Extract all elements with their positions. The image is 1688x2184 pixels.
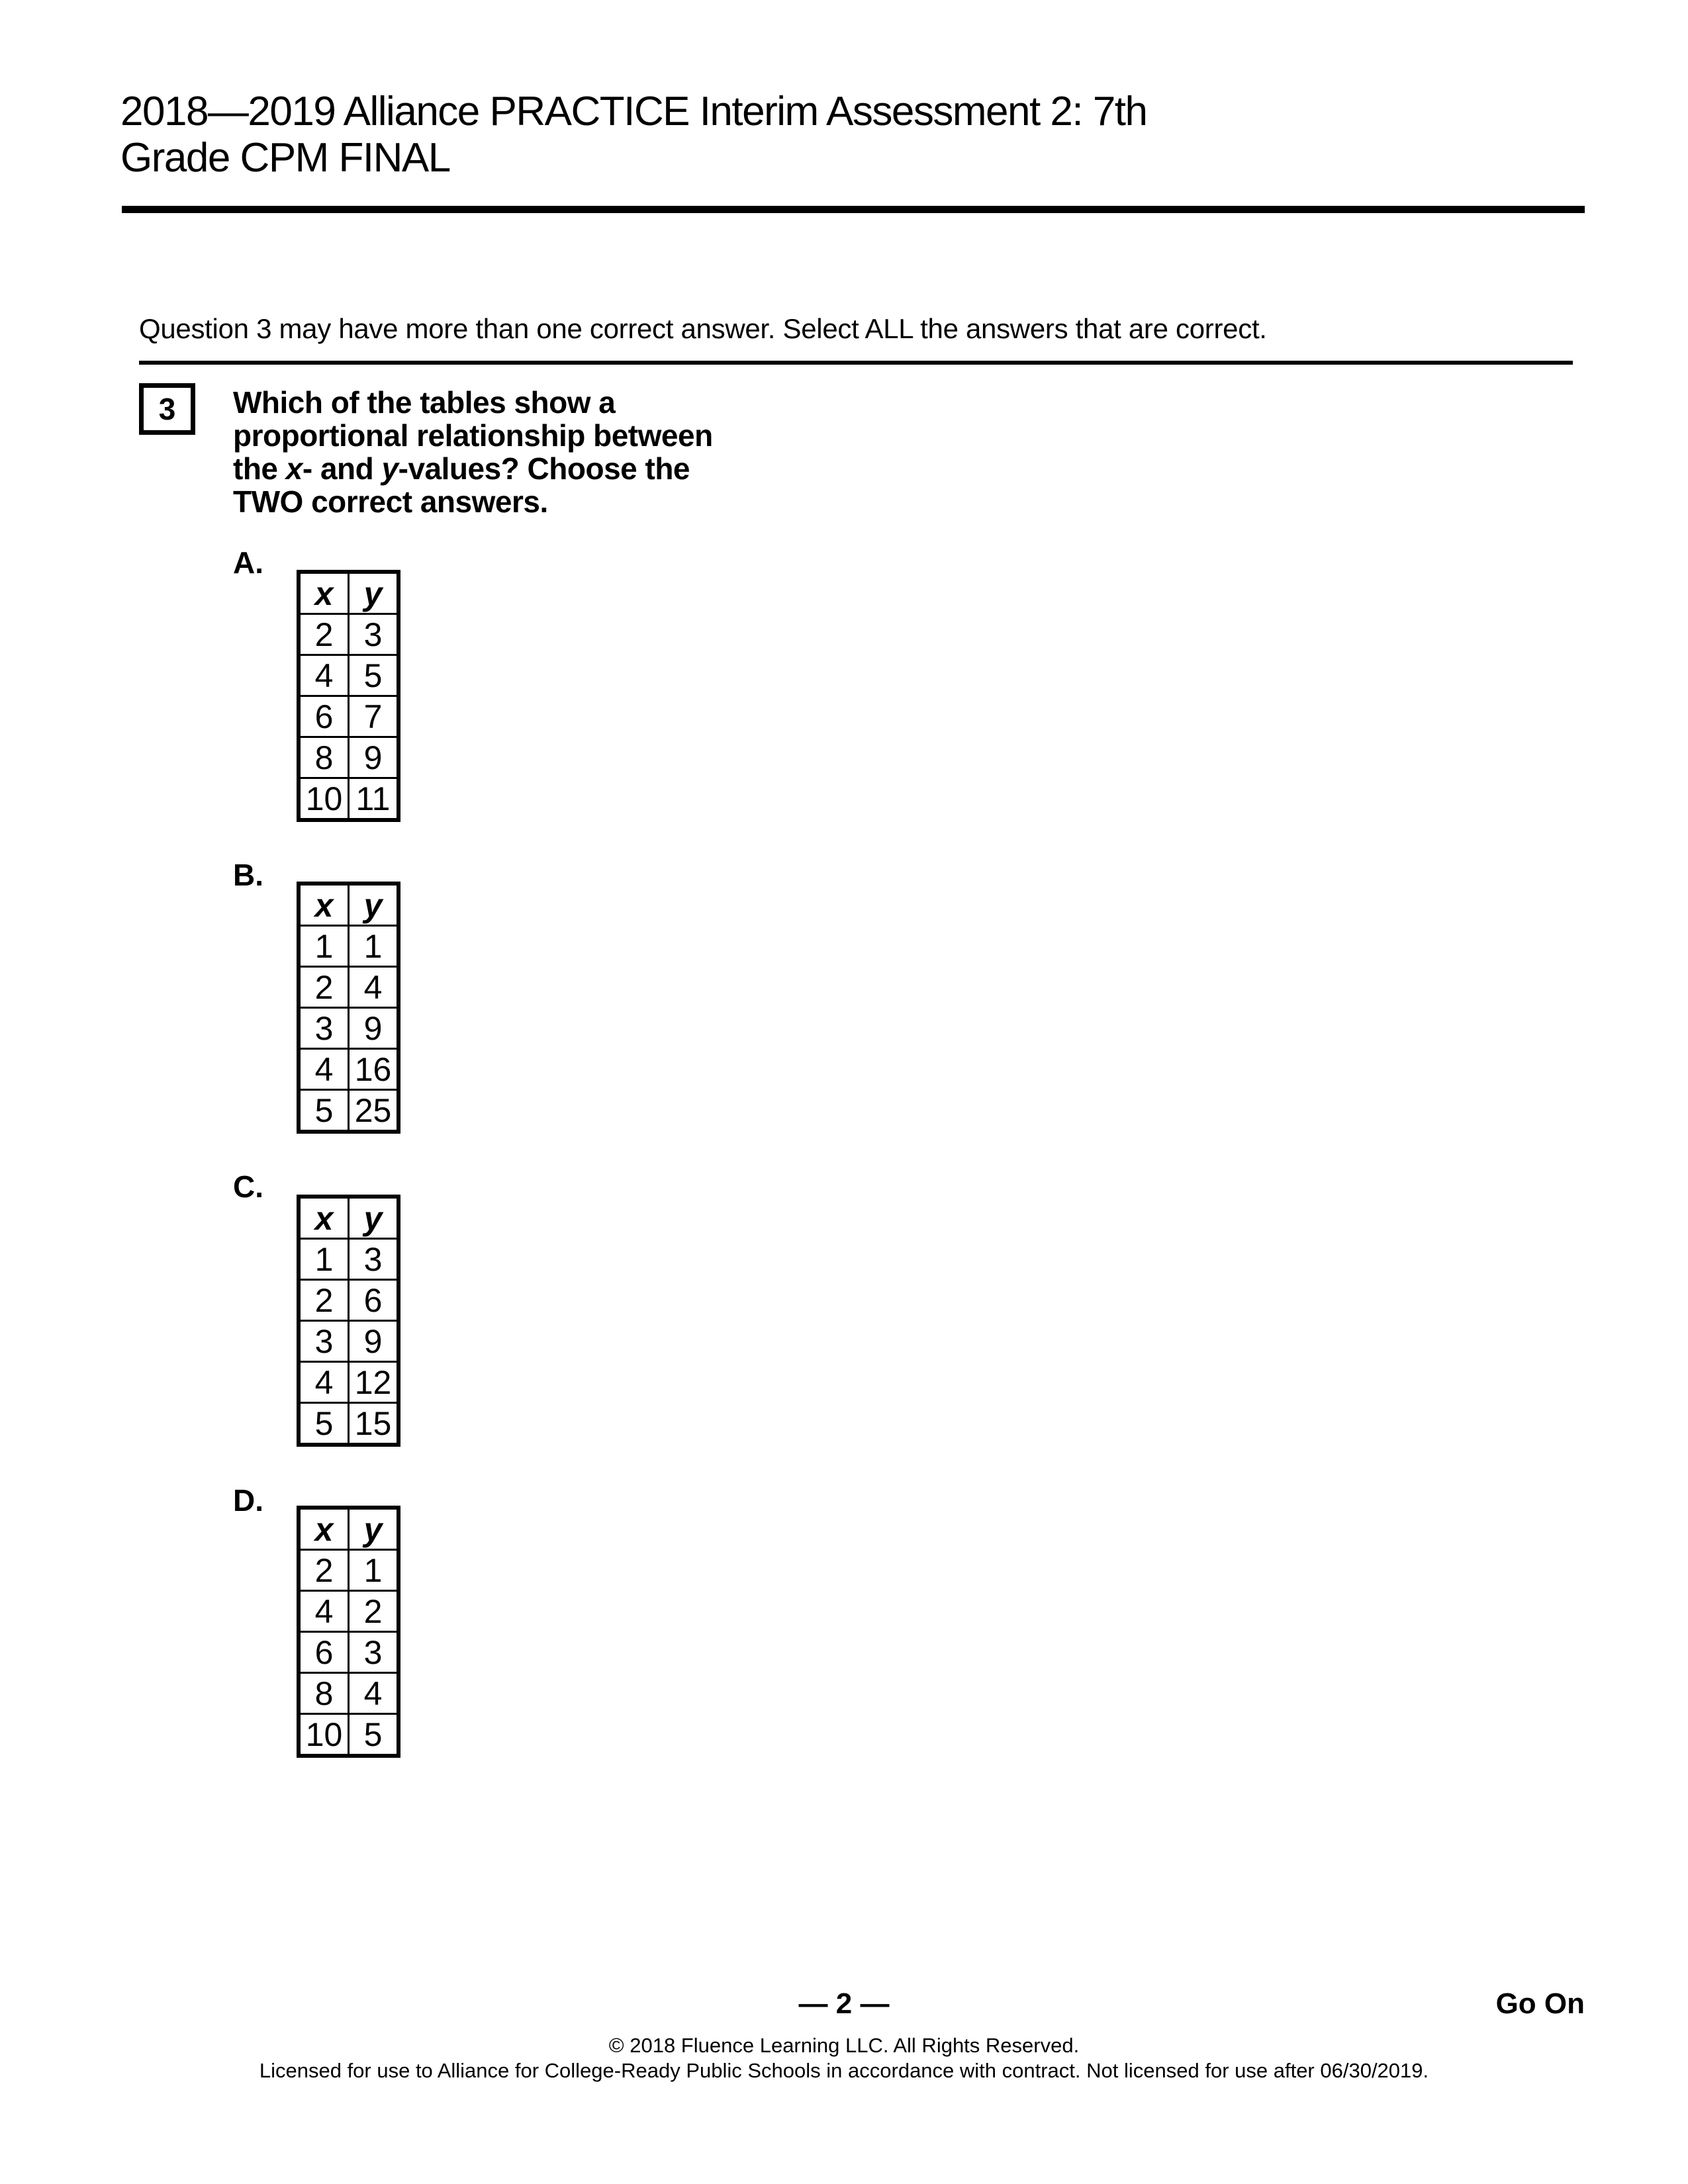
table-cell: 10 bbox=[299, 778, 349, 821]
table-header-row bbox=[299, 572, 399, 614]
table-row bbox=[299, 1403, 399, 1445]
table-row bbox=[299, 737, 399, 778]
table-cell: 3 bbox=[299, 1321, 349, 1362]
table-cell: 4 bbox=[299, 1362, 349, 1403]
table-cell: 15 bbox=[349, 1403, 399, 1445]
table-cell: 9 bbox=[349, 737, 399, 778]
option-table-c bbox=[297, 1195, 400, 1447]
table-cell: 9 bbox=[349, 1008, 399, 1049]
option-label-c: C. bbox=[233, 1169, 263, 1204]
option-label-b: B. bbox=[233, 858, 263, 892]
table-row bbox=[299, 1008, 399, 1049]
table-header-row bbox=[299, 1197, 399, 1239]
go-on-label: Go On bbox=[1495, 1987, 1585, 2020]
question-number: 3 bbox=[158, 392, 176, 426]
table-row bbox=[299, 1049, 399, 1090]
table-header-row bbox=[299, 1508, 399, 1550]
table-row bbox=[299, 1632, 399, 1673]
column-header-x: x bbox=[299, 1508, 349, 1550]
table-row bbox=[299, 614, 399, 655]
question-stem-line2: proportional relationship between bbox=[233, 418, 713, 453]
table-cell: 2 bbox=[299, 1550, 349, 1591]
table-cell: 2 bbox=[349, 1591, 399, 1632]
table-cell: 3 bbox=[299, 1008, 349, 1049]
table-row bbox=[299, 1550, 399, 1591]
table-cell: 1 bbox=[349, 1550, 399, 1591]
column-header-x: x bbox=[299, 884, 349, 926]
table-cell: 5 bbox=[299, 1403, 349, 1445]
question-stem-line4: TWO correct answers. bbox=[233, 484, 548, 519]
question-number-box bbox=[139, 383, 195, 435]
option-table-d bbox=[297, 1506, 400, 1758]
table-row bbox=[299, 1714, 399, 1756]
table-row bbox=[299, 1321, 399, 1362]
table-cell: 4 bbox=[299, 1591, 349, 1632]
table-cell: 12 bbox=[349, 1362, 399, 1403]
column-header-y: y bbox=[349, 1197, 399, 1239]
table-cell: 16 bbox=[349, 1049, 399, 1090]
table-cell: 7 bbox=[349, 696, 399, 737]
table-row bbox=[299, 1280, 399, 1321]
y-variable: y bbox=[381, 451, 399, 486]
table-row bbox=[299, 696, 399, 737]
question-stem bbox=[233, 386, 961, 518]
table-cell: 4 bbox=[349, 967, 399, 1008]
document-title bbox=[120, 89, 1590, 181]
table-row bbox=[299, 926, 399, 967]
table-cell: 4 bbox=[299, 655, 349, 696]
table-cell: 1 bbox=[299, 1239, 349, 1280]
table-cell: 4 bbox=[349, 1673, 399, 1714]
question-stem-line3: the x- and y-values? Choose the bbox=[233, 451, 690, 486]
table-row bbox=[299, 967, 399, 1008]
x-variable: x bbox=[285, 451, 303, 486]
table-cell: 5 bbox=[299, 1090, 349, 1132]
header-divider-rule bbox=[122, 206, 1585, 213]
table-row bbox=[299, 1239, 399, 1280]
table-cell: 5 bbox=[349, 655, 399, 696]
question-stem-line1: Which of the tables show a bbox=[233, 385, 616, 420]
table-cell: 3 bbox=[349, 1632, 399, 1673]
table-cell: 2 bbox=[299, 1280, 349, 1321]
table-row bbox=[299, 1591, 399, 1632]
option-table-a bbox=[297, 570, 400, 822]
column-header-y: y bbox=[349, 1508, 399, 1550]
table-row bbox=[299, 1673, 399, 1714]
table-cell: 1 bbox=[299, 926, 349, 967]
table-cell: 3 bbox=[349, 614, 399, 655]
table-cell: 11 bbox=[349, 778, 399, 821]
document-title-line1: 2018—2019 Alliance PRACTICE Interim Assessment 2: 7th bbox=[120, 89, 1147, 134]
table-cell: 4 bbox=[299, 1049, 349, 1090]
license-notice: Licensed for use to Alliance for College-Ready Public Schools in accordance with contract. Not licensed for use after 06/30/2019. bbox=[259, 2059, 1429, 2082]
column-header-y: y bbox=[349, 884, 399, 926]
table-cell: 5 bbox=[349, 1714, 399, 1756]
table-row bbox=[299, 1090, 399, 1132]
copyright-notice: © 2018 Fluence Learning LLC. All Rights Reserved. bbox=[608, 2034, 1080, 2057]
table-row bbox=[299, 778, 399, 821]
table-cell: 2 bbox=[299, 614, 349, 655]
column-header-y: y bbox=[349, 572, 399, 614]
table-cell: 6 bbox=[299, 696, 349, 737]
table-cell: 2 bbox=[299, 967, 349, 1008]
table-row bbox=[299, 655, 399, 696]
table-cell: 1 bbox=[349, 926, 399, 967]
table-cell: 6 bbox=[349, 1280, 399, 1321]
document-title-line2: Grade CPM FINAL bbox=[120, 135, 450, 181]
table-cell: 25 bbox=[349, 1090, 399, 1132]
column-header-x: x bbox=[299, 1197, 349, 1239]
table-cell: 3 bbox=[349, 1239, 399, 1280]
table-cell: 9 bbox=[349, 1321, 399, 1362]
table-cell: 8 bbox=[299, 1673, 349, 1714]
option-label-d: D. bbox=[233, 1483, 263, 1518]
option-label-a: A. bbox=[233, 545, 263, 580]
column-header-x: x bbox=[299, 572, 349, 614]
table-row bbox=[299, 1362, 399, 1403]
option-table-b bbox=[297, 882, 400, 1134]
table-header-row bbox=[299, 884, 399, 926]
table-cell: 6 bbox=[299, 1632, 349, 1673]
page-number: — 2 — bbox=[798, 1987, 890, 2020]
table-cell: 8 bbox=[299, 737, 349, 778]
table-cell: 10 bbox=[299, 1714, 349, 1756]
multi-answer-instruction: Question 3 may have more than one correct answer. Select ALL the answers that are correct. bbox=[139, 313, 1573, 365]
